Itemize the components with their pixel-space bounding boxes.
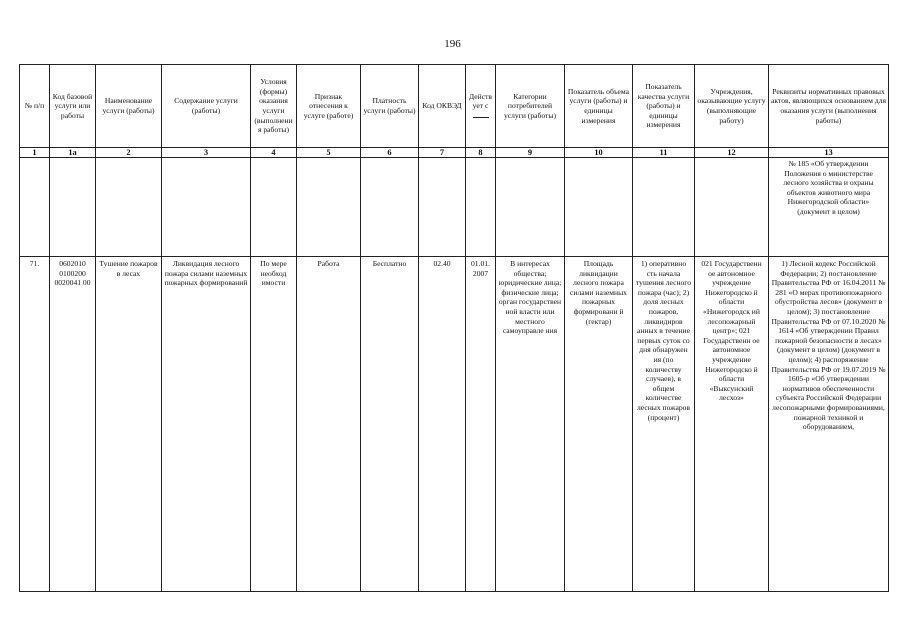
row-acts: 1) Лесной кодекс Российской Федерации; 2) постановление Правительства РФ от 16.04.2011 № 281 «О мерах противопожарного обустройства лесов» (документ в целом); 3) постановление Правительства РФ от 07.10.2020 № 1614 «Об утверждении Правил пожарной безопасности в лесах» (документ в целом) (документ в целом); 4) распоряжение Правительства РФ от 19.07.2019 № 1605-р «Об утверждении нормативов обеспеченности субъекта Российской Федерации лесопожарными формированиями, пожарной техникой и оборудованием, xyxy=(769,257,889,592)
header-payment: Платность услуги (работы) xyxy=(361,65,419,148)
column-number: 1 xyxy=(20,148,50,158)
table-cell xyxy=(466,158,496,257)
table-row xyxy=(20,257,889,592)
header-valid-from-line xyxy=(473,116,489,118)
header-institutions: Учреждения, оказывающие услугу (выполняющие работу) xyxy=(695,65,769,148)
row-consumers: В интересах общества; юридические лица; физические лица; орган государствен ной власти или местного самоуправле ния xyxy=(496,257,565,592)
header-okved: Код ОКВЭД xyxy=(419,65,466,148)
column-number: 10 xyxy=(565,148,633,158)
header-row xyxy=(20,65,889,148)
row-sign: Работа xyxy=(297,257,361,592)
services-registry-table xyxy=(19,64,889,592)
column-numbers-row xyxy=(20,148,889,158)
table-cell xyxy=(565,158,633,257)
table-cell xyxy=(361,158,419,257)
column-number: 8 xyxy=(466,148,496,158)
column-number: 13 xyxy=(769,148,889,158)
table-cell xyxy=(50,158,96,257)
row-institutions: 021 Государственн ое автономное учреждение Нижегородско й области «Нижегородск ий лесопожарный центр»; 021 Государственн ое автономное учреждение Нижегородско й области «Выксунский лесхоз» xyxy=(695,257,769,592)
column-number: 12 xyxy=(695,148,769,158)
row-content: Ликвидация лесного пожара силами наземных пожарных формирований xyxy=(162,257,251,592)
row-num: 71. xyxy=(20,257,50,592)
header-quality: Показатель качества услуги (работы) и единицы измерения xyxy=(633,65,695,148)
column-number: 1а xyxy=(50,148,96,158)
header-code: Код базовой услуги или работы xyxy=(50,65,96,148)
table-cell xyxy=(419,158,466,257)
table-cell xyxy=(20,158,50,257)
column-number: 4 xyxy=(251,148,297,158)
table-cell xyxy=(695,158,769,257)
row-volume: Площадь ликвидации лесного пожара силами наземных пожарных формировани й (гектар) xyxy=(565,257,633,592)
table-cell xyxy=(297,158,361,257)
table-cell xyxy=(496,158,565,257)
column-number: 11 xyxy=(633,148,695,158)
row-valid-from: 01.01. 2007 xyxy=(466,257,496,592)
row-payment: Бесплатно xyxy=(361,257,419,592)
header-valid-from xyxy=(466,65,496,148)
header-acts: Реквизиты нормативных правовых актов, являющихся основанием для оказания услуги (выполнения работы) xyxy=(769,65,889,148)
column-number: 3 xyxy=(162,148,251,158)
column-number: 6 xyxy=(361,148,419,158)
column-number: 9 xyxy=(496,148,565,158)
column-number: 2 xyxy=(96,148,162,158)
continuation-row xyxy=(20,158,889,257)
continuation-acts-cell: № 185 «Об утверждении Положения о министерстве лесного хозяйства и охраны объектов животного мира Нижегородской области» (документ в целом) xyxy=(769,158,889,257)
table-cell xyxy=(162,158,251,257)
header-consumers: Категории потребителей услуги (работы) xyxy=(496,65,565,148)
column-number: 7 xyxy=(419,148,466,158)
row-quality: 1) оперативно сть начала тушения лесного пожара (час); 2) доля лесных пожаров, ликвидиров анных в течение первых суток со дня обнаружен ия (по количеству случаев), в общем количестве лесных пожаров (процент) xyxy=(633,257,695,592)
table-cell xyxy=(633,158,695,257)
header-valid-from-text: Действует с xyxy=(469,91,492,111)
header-num: № п/п xyxy=(20,65,50,148)
header-name: Наименование услуги (работы) xyxy=(96,65,162,148)
header-volume: Показатель объема услуги (работы) и единицы измерения xyxy=(565,65,633,148)
row-okved: 02.40 xyxy=(419,257,466,592)
header-sign: Признак отнесения к услуге (работе) xyxy=(297,65,361,148)
table-cell xyxy=(96,158,162,257)
row-code: 0602010 0100200 0020041 00 xyxy=(50,257,96,592)
table-cell xyxy=(251,158,297,257)
header-conditions: Условия (формы) оказания услуги (выполнения работы) xyxy=(251,65,297,148)
row-conditions: По мере необход имости xyxy=(251,257,297,592)
page-number: 196 xyxy=(444,38,461,50)
column-number: 5 xyxy=(297,148,361,158)
header-content: Содержание услуги (работы) xyxy=(162,65,251,148)
row-name: Тушение пожаров в лесах xyxy=(96,257,162,592)
